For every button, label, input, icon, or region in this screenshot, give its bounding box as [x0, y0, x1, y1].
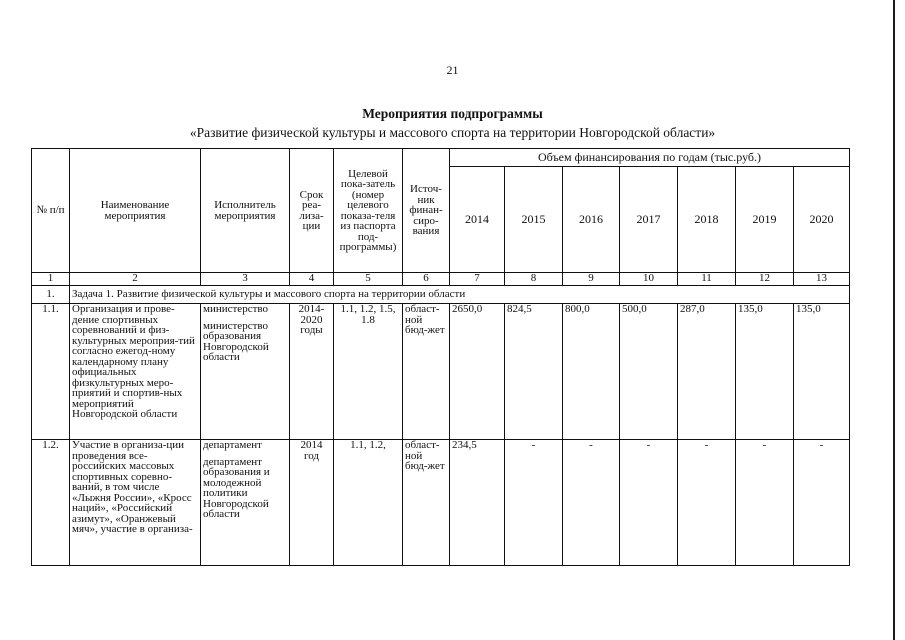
year-2016: 2016 — [563, 167, 620, 273]
header-term: Срок реа-лиза-ции — [290, 149, 334, 273]
row-name: Организация и прове-дение спортивных соревнований и физ-культурных мероприя-тий согласно ежегод-ному календарному плану официальных физкультурных меро-приятий и спортив-ных мероприятий Новгородской области — [70, 304, 201, 440]
executor-primary: министерство — [203, 303, 269, 315]
col-index-13: 13 — [794, 273, 850, 286]
executor-secondary: министерство образования Новгородской области — [203, 319, 269, 363]
col-index-8: 8 — [505, 273, 563, 286]
row-value-2018: 287,0 — [678, 304, 736, 440]
page-number: 21 — [446, 63, 459, 77]
row-source: област-ной бюд-жет — [403, 304, 450, 440]
year-2014: 2014 — [450, 167, 505, 273]
row-value-2017: - — [620, 440, 678, 566]
col-index-9: 9 — [563, 273, 620, 286]
row-value-2019: 135,0 — [736, 304, 794, 440]
row-value-2016: 800,0 — [563, 304, 620, 440]
header-indicator: Целевой пока-затель (номер целевого показа-теля из паспорта под-программы) — [334, 149, 403, 273]
row-num: 1.1. — [32, 304, 70, 440]
col-index-10: 10 — [620, 273, 678, 286]
col-index-5: 5 — [334, 273, 403, 286]
row-indicator: 1.1, 1.2, — [334, 440, 403, 566]
col-index-6: 6 — [403, 273, 450, 286]
row-term: 2014-2020 годы — [290, 304, 334, 440]
row-name: Участие в организа-ции проведения все-российских массовых спортивных соревно-ваний, в том числе «Лыжня России», «Кросс наций», «Российский азимут», «Оранжевый мяч», участие в организа- — [70, 440, 201, 566]
table-row — [32, 440, 850, 566]
row-value-2016: - — [563, 440, 620, 566]
year-2019: 2019 — [736, 167, 794, 273]
row-term: 2014 год — [290, 440, 334, 566]
col-index-4: 4 — [290, 273, 334, 286]
row-executor — [201, 304, 290, 440]
header-name: Наименование мероприятия — [70, 149, 201, 273]
col-index-3: 3 — [201, 273, 290, 286]
task-row — [32, 286, 850, 304]
row-value-2015: - — [505, 440, 563, 566]
document-subtitle: «Развитие физической культуры и массового спорта на территории Новгородской области» — [189, 125, 716, 140]
year-2020: 2020 — [794, 167, 850, 273]
row-value-2017: 500,0 — [620, 304, 678, 440]
row-value-2018: - — [678, 440, 736, 566]
header-funding: Объем финансирования по годам (тыс.руб.) — [450, 149, 850, 167]
task-text: Задача 1. Развитие физической культуры и массового спорта на территории области — [70, 286, 850, 304]
header-row — [32, 149, 850, 167]
year-2017: 2017 — [620, 167, 678, 273]
measures-table — [31, 148, 850, 566]
column-index-row — [32, 273, 850, 286]
document-title: Мероприятия подпрограммы — [362, 106, 543, 121]
col-index-11: 11 — [678, 273, 736, 286]
row-indicator: 1.1, 1.2, 1.5, 1.8 — [334, 304, 403, 440]
row-executor — [201, 440, 290, 566]
row-value-2020: - — [794, 440, 850, 566]
header-num: № п/п — [32, 149, 70, 273]
row-value-2020: 135,0 — [794, 304, 850, 440]
executor-primary: департамент — [203, 439, 262, 451]
year-2018: 2018 — [678, 167, 736, 273]
task-num: 1. — [32, 286, 70, 304]
row-num: 1.2. — [32, 440, 70, 566]
header-executor: Исполнитель мероприятия — [201, 149, 290, 273]
row-value-2019: - — [736, 440, 794, 566]
year-2015: 2015 — [505, 167, 563, 273]
row-source: област-ной бюд-жет — [403, 440, 450, 566]
col-index-2: 2 — [70, 273, 201, 286]
header-source: Источ-ник финан-сиро-вания — [403, 149, 450, 273]
row-value-2015: 824,5 — [505, 304, 563, 440]
row-value-2014: 234,5 — [450, 440, 505, 566]
executor-secondary: департамент образования и молодежной политики Новгородской области — [203, 455, 270, 520]
col-index-1: 1 — [32, 273, 70, 286]
col-index-12: 12 — [736, 273, 794, 286]
row-value-2014: 2650,0 — [450, 304, 505, 440]
table-row — [32, 304, 850, 440]
col-index-7: 7 — [450, 273, 505, 286]
scan-edge-line — [893, 0, 895, 640]
